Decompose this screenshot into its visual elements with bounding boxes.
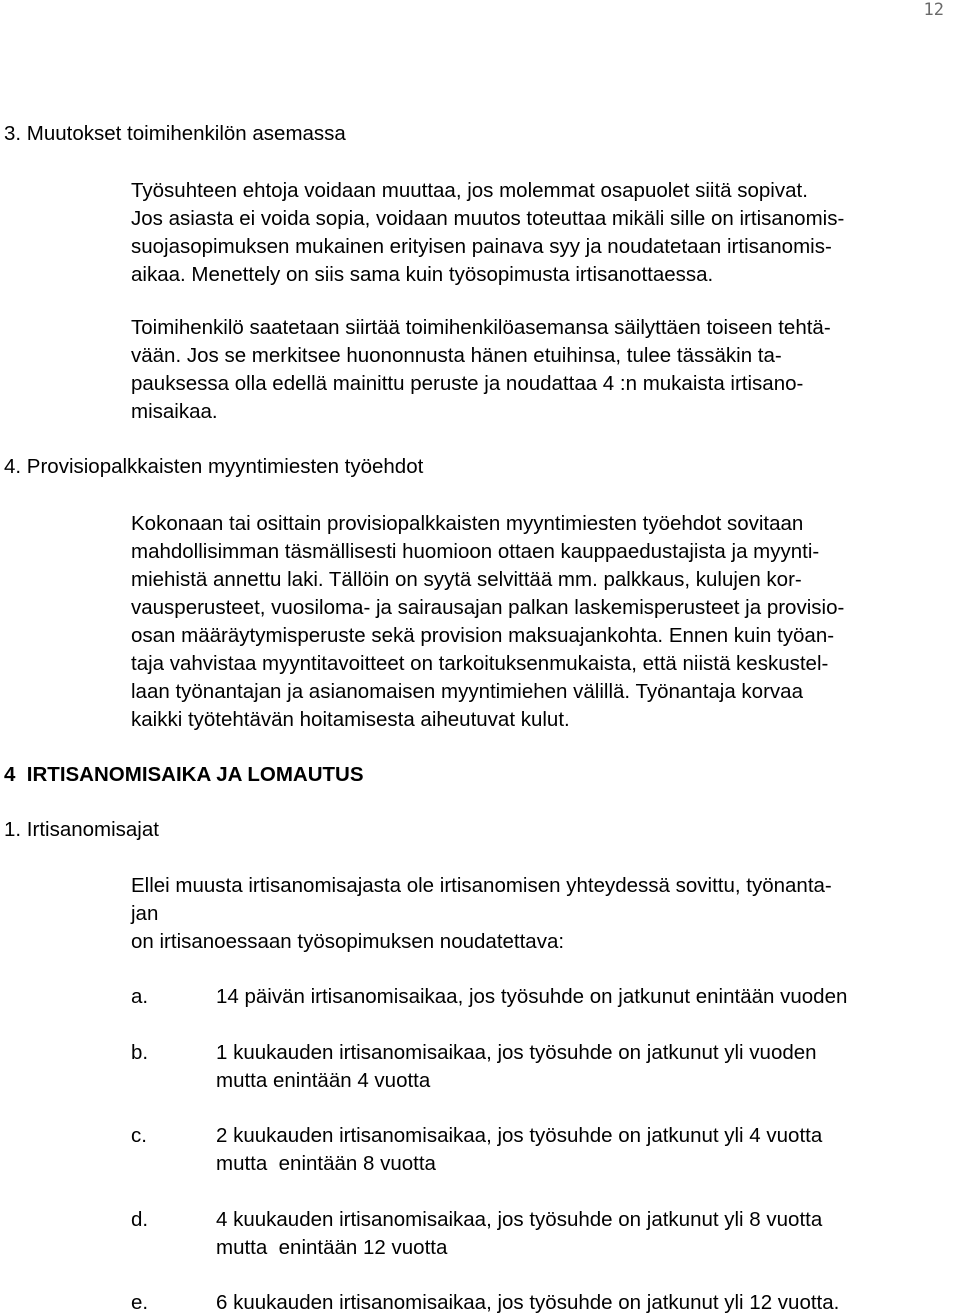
list-marker: d.: [131, 1208, 149, 1231]
page-number: 12: [923, 0, 944, 20]
paragraph-line: taja vahvistaa myyntitavoitteet on tarkoituksenmukaista, että niistä keskustel-: [131, 652, 829, 675]
list-item-line: mutta enintään 8 vuotta: [216, 1152, 436, 1175]
paragraph-line: Työsuhteen ehtoja voidaan muuttaa, jos molemmat osapuolet siitä sopivat.: [131, 179, 808, 202]
list-marker: a.: [131, 985, 149, 1008]
paragraph-line: vään. Jos se merkitsee huononnusta hänen etuihinsa, tulee tässäkin ta-: [131, 344, 782, 367]
paragraph-line: Kokonaan tai osittain provisiopalkkaisten myyntimiesten työehdot sovitaan: [131, 512, 804, 535]
paragraph-line: jan: [131, 902, 159, 925]
paragraph-line: Jos asiasta ei voida sopia, voidaan muutos toteuttaa mikäli sille on irtisanomis-: [131, 207, 845, 230]
paragraph-line: pauksessa olla edellä mainittu peruste ja noudattaa 4 :n mukaista irtisano-: [131, 372, 804, 395]
paragraph-line: vausperusteet, vuosiloma- ja sairausajan palkan laskemisperusteet ja provisio-: [131, 596, 845, 619]
list-item-line: 4 kuukauden irtisanomisaikaa, jos työsuhde on jatkunut yli 8 vuotta: [216, 1208, 823, 1231]
list-item-line: mutta enintään 4 vuotta: [216, 1069, 431, 1092]
paragraph-line: suojasopimuksen mukainen erityisen painava syy ja noudatetaan irtisanomis-: [131, 235, 832, 258]
paragraph-line: miehistä annettu laki. Tällöin on syytä selvittää mm. palkkaus, kulujen kor-: [131, 568, 802, 591]
paragraph-line: Toimihenkilö saatetaan siirtää toimihenkilöasemansa säilyttäen toiseen tehtä-: [131, 316, 831, 339]
list-item-line: 2 kuukauden irtisanomisaikaa, jos työsuhde on jatkunut yli 4 vuotta: [216, 1124, 823, 1147]
paragraph-line: kaikki työtehtävän hoitamisesta aiheutuvat kulut.: [131, 708, 570, 731]
list-item-line: 14 päivän irtisanomisaikaa, jos työsuhde on jatkunut enintään vuoden: [216, 985, 848, 1008]
paragraph-line: on irtisanoessaan työsopimuksen noudatettava:: [131, 930, 565, 953]
paragraph-line: laan työnantajan ja asianomaisen myyntimiehen välillä. Työnantaja korvaa: [131, 680, 803, 703]
section-heading: 4. Provisiopalkkaisten myyntimiesten työehdot: [4, 455, 424, 478]
list-item-line: 6 kuukauden irtisanomisaikaa, jos työsuhde on jatkunut yli 12 vuotta.: [216, 1291, 840, 1314]
list-marker: e.: [131, 1291, 149, 1314]
list-marker: b.: [131, 1041, 149, 1064]
list-item-line: mutta enintään 12 vuotta: [216, 1236, 448, 1259]
subsection-heading: 1. Irtisanomisajat: [4, 818, 159, 841]
paragraph-line: Ellei muusta irtisanomisajasta ole irtisanomisen yhteydessä sovittu, työnanta-: [131, 874, 832, 897]
paragraph-line: aikaa. Menettely on siis sama kuin työsopimusta irtisanottaessa.: [131, 263, 714, 286]
chapter-heading: 4 IRTISANOMISAIKA JA LOMAUTUS: [4, 763, 364, 786]
section-heading: 3. Muutokset toimihenkilön asemassa: [4, 122, 346, 145]
paragraph-line: misaikaa.: [131, 400, 218, 423]
paragraph-line: osan määräytymisperuste sekä provision maksuajankohta. Ennen kuin työan-: [131, 624, 835, 647]
list-item-line: 1 kuukauden irtisanomisaikaa, jos työsuhde on jatkunut yli vuoden: [216, 1041, 817, 1064]
paragraph-line: mahdollisimman täsmällisesti huomioon ottaen kauppaedustajista ja myynti-: [131, 540, 820, 563]
list-marker: c.: [131, 1124, 147, 1147]
